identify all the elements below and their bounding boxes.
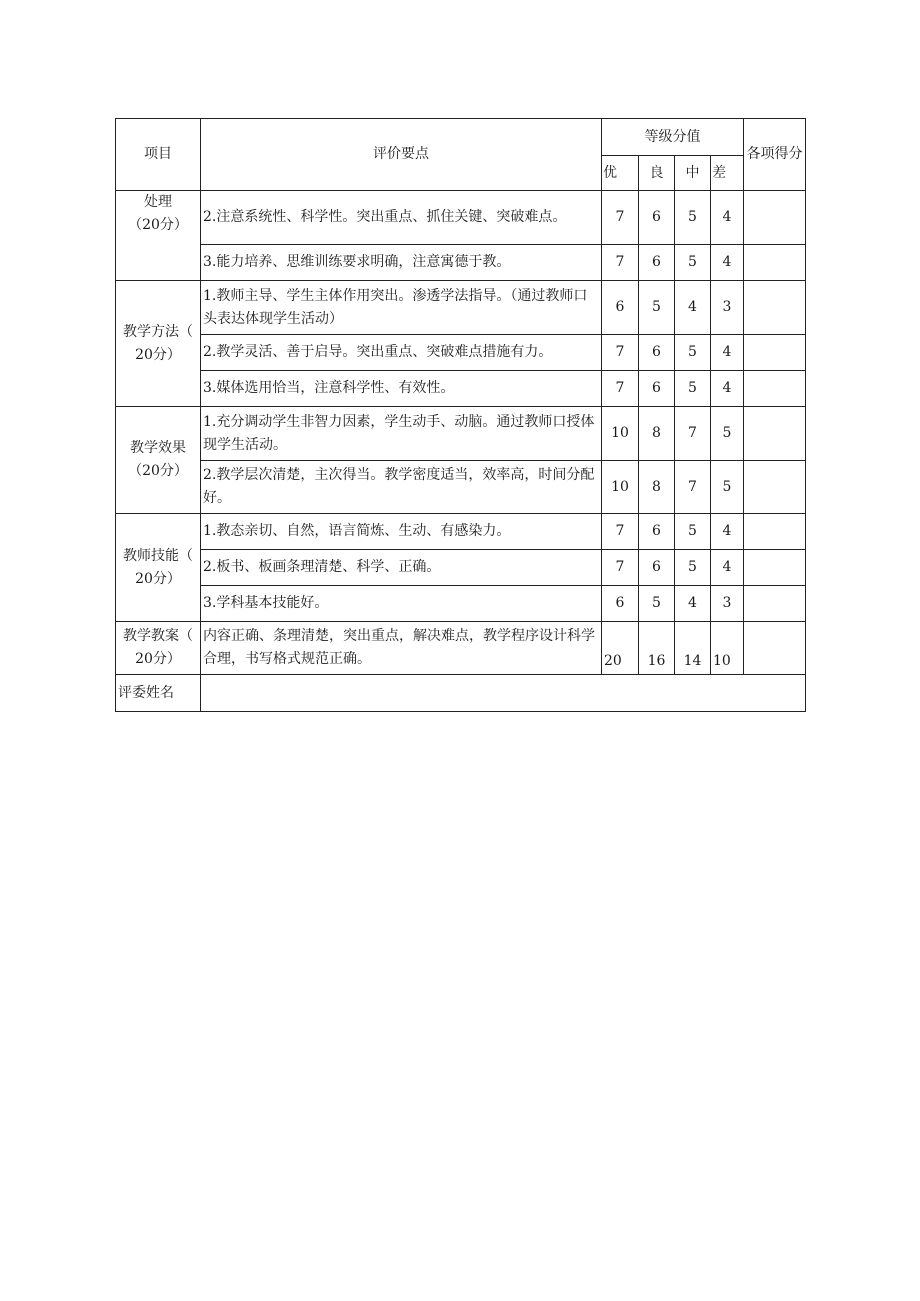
- criteria-text: 3.学科基本技能好。: [201, 586, 602, 622]
- score-average: 5: [675, 550, 711, 586]
- section-item: 教师技能（ 20分）: [116, 514, 201, 622]
- score-average: 5: [675, 245, 711, 281]
- score-excellent: 10: [602, 407, 639, 461]
- score-poor: 3: [711, 586, 744, 622]
- score-excellent: 6: [602, 586, 639, 622]
- grade-average: 中: [675, 156, 711, 191]
- criteria-text: 2.教学灵活、善于启导。突出重点、突破难点措施有力。: [201, 335, 602, 371]
- score-poor: 5: [711, 407, 744, 461]
- score-average: 5: [675, 191, 711, 245]
- section-item: 处理 （20分）: [116, 191, 201, 281]
- score-poor: 4: [711, 335, 744, 371]
- criteria-text: 1.教师主导、学生主体作用突出。渗透学法指导。（通过教师口头表达体现学生活动）: [201, 281, 602, 335]
- score-poor: 4: [711, 371, 744, 407]
- header-grade: 等级分值: [602, 119, 744, 156]
- score-good: 8: [639, 407, 675, 461]
- score-entry-cell[interactable]: [744, 407, 806, 461]
- score-entry-cell[interactable]: [744, 586, 806, 622]
- criteria-text: 内容正确、条理清楚，突出重点，解决难点，教学程序设计科学合理，书写格式规范正确。: [201, 622, 602, 675]
- score-excellent: 6: [602, 281, 639, 335]
- grade-excellent: 优: [602, 156, 639, 191]
- score-good: 8: [639, 461, 675, 514]
- score-entry-cell[interactable]: [744, 191, 806, 245]
- score-excellent: 7: [602, 245, 639, 281]
- score-excellent: 10: [602, 461, 639, 514]
- score-excellent: 7: [602, 371, 639, 407]
- score-good: 6: [639, 335, 675, 371]
- score-good: 16: [639, 622, 675, 675]
- judge-name-label: 评委姓名: [116, 675, 201, 712]
- evaluation-table: [115, 118, 806, 712]
- score-excellent: 20: [602, 622, 639, 675]
- score-average: 5: [675, 514, 711, 550]
- criteria-text: 3.能力培养、思维训练要求明确，注意寓德于教。: [201, 245, 602, 281]
- score-entry-cell[interactable]: [744, 514, 806, 550]
- score-entry-cell[interactable]: [744, 371, 806, 407]
- grade-good: 良: [639, 156, 675, 191]
- score-entry-cell[interactable]: [744, 335, 806, 371]
- score-good: 5: [639, 586, 675, 622]
- criteria-text: 2.注意系统性、科学性。突出重点、抓住关键、突破难点。: [201, 191, 602, 245]
- score-entry-cell[interactable]: [744, 550, 806, 586]
- score-average: 4: [675, 586, 711, 622]
- section-item: 教学教案（ 20分）: [116, 622, 201, 675]
- score-average: 5: [675, 371, 711, 407]
- score-entry-cell[interactable]: [744, 281, 806, 335]
- score-poor: 10: [711, 622, 744, 675]
- criteria-text: 2.教学层次清楚，主次得当。教学密度适当，效率高，时间分配好。: [201, 461, 602, 514]
- score-entry-cell[interactable]: [744, 461, 806, 514]
- section-item: 教学方法（ 20分）: [116, 281, 201, 407]
- score-excellent: 7: [602, 514, 639, 550]
- header-item: 项目: [116, 119, 201, 191]
- section-item: 教学效果 （20分）: [116, 407, 201, 514]
- score-poor: 3: [711, 281, 744, 335]
- score-average: 14: [675, 622, 711, 675]
- header-criteria: 评价要点: [201, 119, 602, 191]
- criteria-text: 2.板书、板画条理清楚、科学、正确。: [201, 550, 602, 586]
- score-poor: 4: [711, 245, 744, 281]
- score-good: 5: [639, 281, 675, 335]
- score-poor: 5: [711, 461, 744, 514]
- score-excellent: 7: [602, 550, 639, 586]
- grade-poor: 差: [711, 156, 744, 191]
- score-good: 6: [639, 245, 675, 281]
- score-good: 6: [639, 371, 675, 407]
- criteria-text: 1.教态亲切、自然，语言简炼、生动、有感染力。: [201, 514, 602, 550]
- score-entry-cell[interactable]: [744, 622, 806, 675]
- score-poor: 4: [711, 191, 744, 245]
- score-entry-cell[interactable]: [744, 245, 806, 281]
- score-poor: 4: [711, 514, 744, 550]
- score-good: 6: [639, 550, 675, 586]
- score-good: 6: [639, 514, 675, 550]
- score-excellent: 7: [602, 191, 639, 245]
- header-score: 各项得分: [744, 119, 806, 191]
- criteria-text: 3.媒体选用恰当，注意科学性、有效性。: [201, 371, 602, 407]
- score-average: 7: [675, 407, 711, 461]
- score-average: 5: [675, 335, 711, 371]
- score-average: 4: [675, 281, 711, 335]
- score-good: 6: [639, 191, 675, 245]
- score-average: 7: [675, 461, 711, 514]
- score-poor: 4: [711, 550, 744, 586]
- criteria-text: 1.充分调动学生非智力因素，学生动手、动脑。通过教师口授体现学生活动。: [201, 407, 602, 461]
- score-excellent: 7: [602, 335, 639, 371]
- judge-name-field[interactable]: [201, 675, 806, 712]
